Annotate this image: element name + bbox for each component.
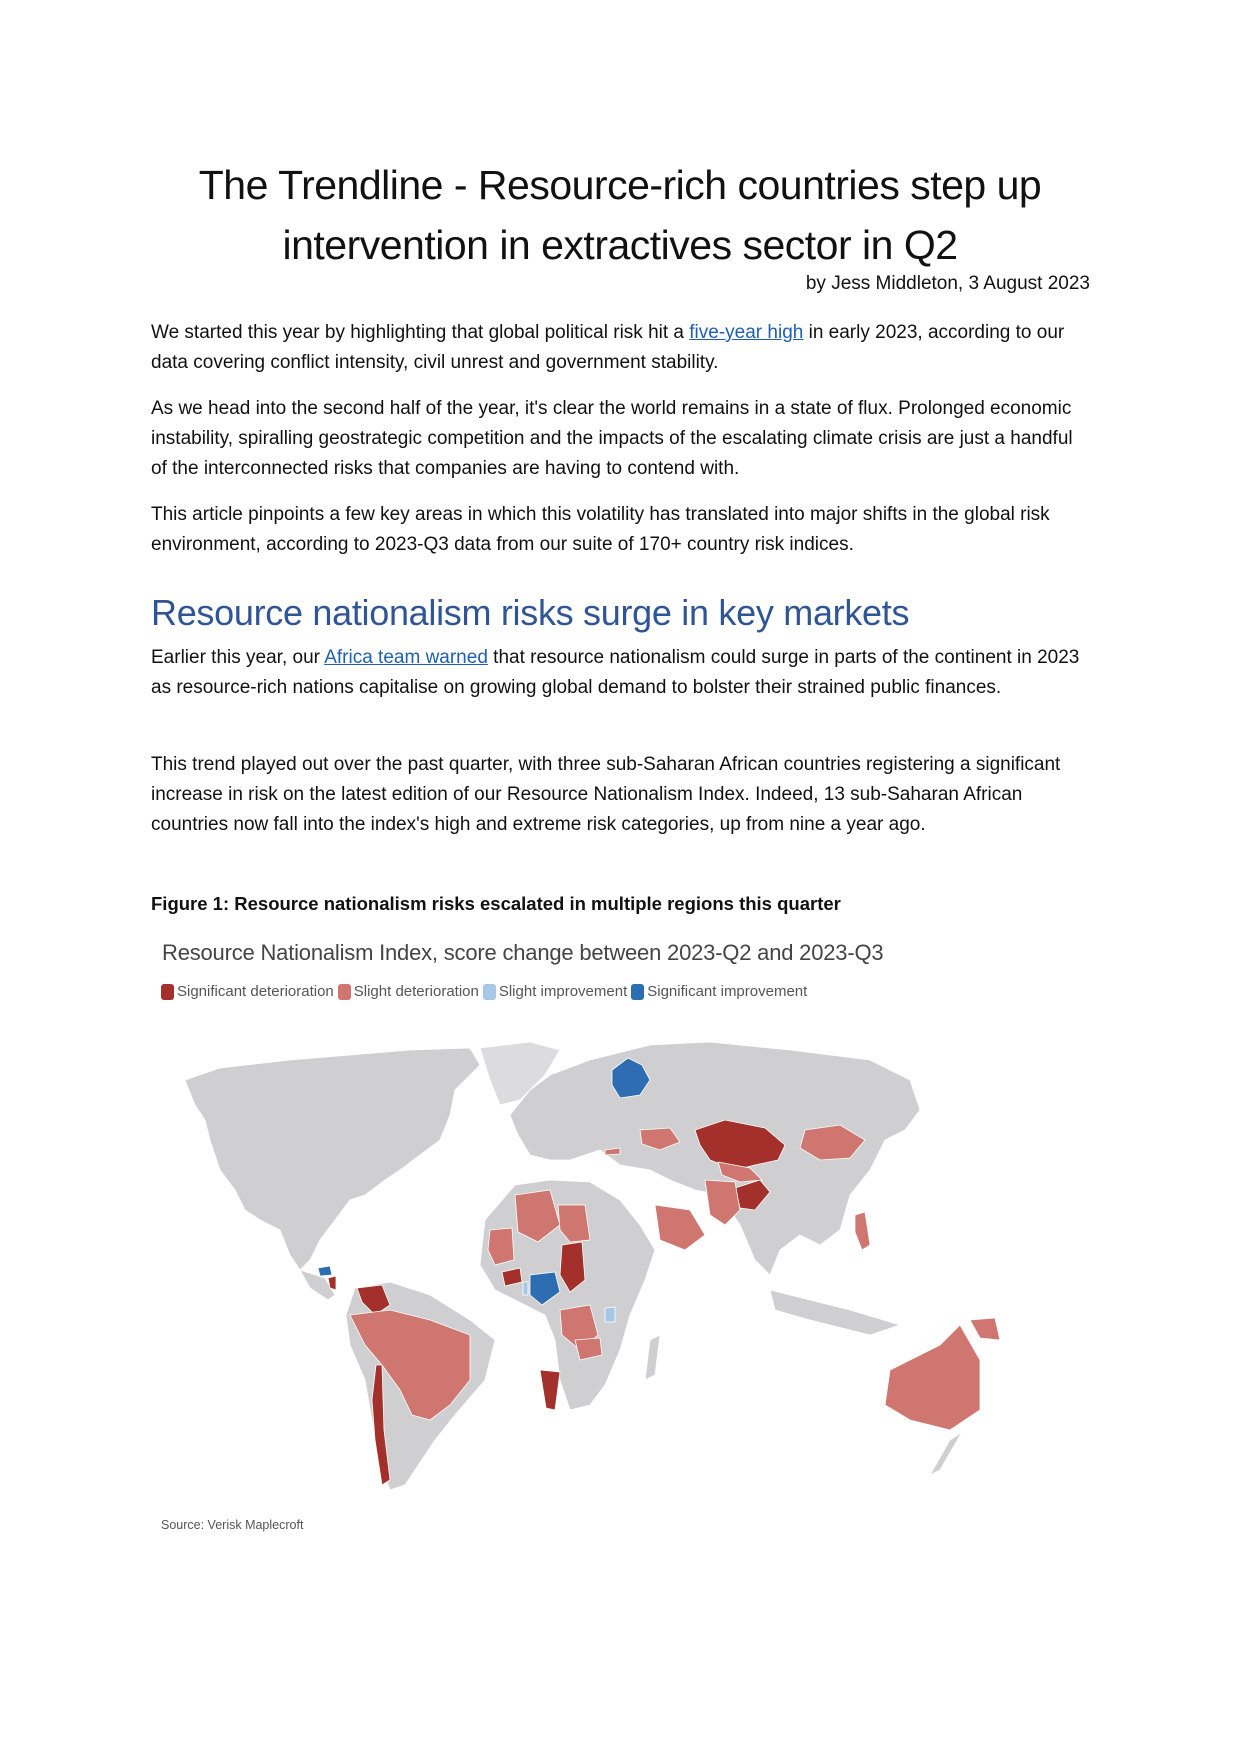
world-choropleth-map: [150, 1020, 1100, 1490]
australia: [885, 1325, 980, 1430]
paragraph-2: As we head into the second half of the year, it's clear the world remains in a state of flux. Prolonged economic instability, spiralling geostrategic competition and the impacts of the escalating climate crisis are just a handful of the interconnected risks that companies are having to contend with.: [151, 398, 1073, 479]
paragraph-text: We started this year by highlighting that global political risk hit a: [151, 322, 690, 343]
png: [970, 1318, 1000, 1340]
chart-source: Source: Verisk Maplecroft: [161, 1518, 304, 1532]
section-heading: Resource nationalism risks surge in key markets: [151, 592, 910, 633]
namibia: [540, 1370, 560, 1410]
legend-label: Significant improvement: [647, 983, 808, 1000]
legend-label: Significant deterioration: [177, 983, 334, 1000]
legend-swatch-icon: [631, 984, 644, 1000]
iran: [705, 1180, 740, 1225]
legend-item-significant-deterioration: [161, 983, 334, 1000]
new-zealand: [930, 1432, 962, 1475]
figure-caption: Figure 1: Resource nationalism risks escalated in multiple regions this quarter: [151, 893, 841, 914]
legend-label: Slight improvement: [498, 983, 628, 1000]
se-asia-islands: [770, 1290, 900, 1335]
saudi-arabia: [655, 1205, 705, 1250]
paragraph-3: This article pinpoints a few key areas in which this volatility has translated into major shifts in the global risk environment, according to 2023-Q3 data from our suite of 170+ country risk indices.: [151, 504, 1050, 555]
paragraph-5: This trend played out over the past quarter, with three sub-Saharan African countries registering a significant increase in risk on the latest edition of our Resource Nationalism Index. Indeed, 13 sub-Saharan African countries now fall into the index's high and extreme risk categories, up from nine a year ago.: [151, 754, 1061, 835]
legend-label: Slight deterioration: [353, 983, 479, 1000]
myanmar: [855, 1212, 870, 1250]
benin: [523, 1282, 528, 1295]
madagascar: [645, 1335, 660, 1380]
paragraph-text: in early 2023, according to our data covering conflict intensity, civil unrest and government stability.: [151, 322, 1065, 373]
paragraph-text: Earlier this year, our: [151, 647, 325, 668]
chart-title: Resource Nationalism Index, score change between 2023-Q2 and 2023-Q3: [162, 940, 884, 965]
legend-swatch-icon: [483, 984, 496, 1000]
honduras: [318, 1266, 332, 1276]
legend-item-slight-deterioration: [338, 983, 479, 1000]
article-title: The Trendline - Resource-rich countries step up intervention in extractives sector in Q2: [198, 162, 1042, 268]
legend-item-significant-improvement: [631, 983, 807, 1000]
north-america: [185, 1048, 480, 1270]
paragraph-4: [151, 643, 1091, 703]
five-year-high-link[interactable]: five-year high: [689, 322, 804, 343]
legend-swatch-icon: [338, 984, 351, 1000]
paragraph-1: [151, 318, 1091, 378]
chart-legend: [161, 983, 811, 1000]
legend-swatch-icon: [161, 984, 174, 1000]
africa-team-warned-link[interactable]: Africa team warned: [324, 647, 488, 668]
paragraph-text: that resource nationalism could surge in parts of the continent in 2023 as resource-rich nations capitalise on growing global demand to bolster their strained public finances.: [151, 647, 1080, 698]
uganda: [605, 1307, 615, 1322]
byline: by Jess Middleton, 3 August 2023: [805, 273, 1090, 294]
legend-item-slight-improvement: [483, 983, 627, 1000]
